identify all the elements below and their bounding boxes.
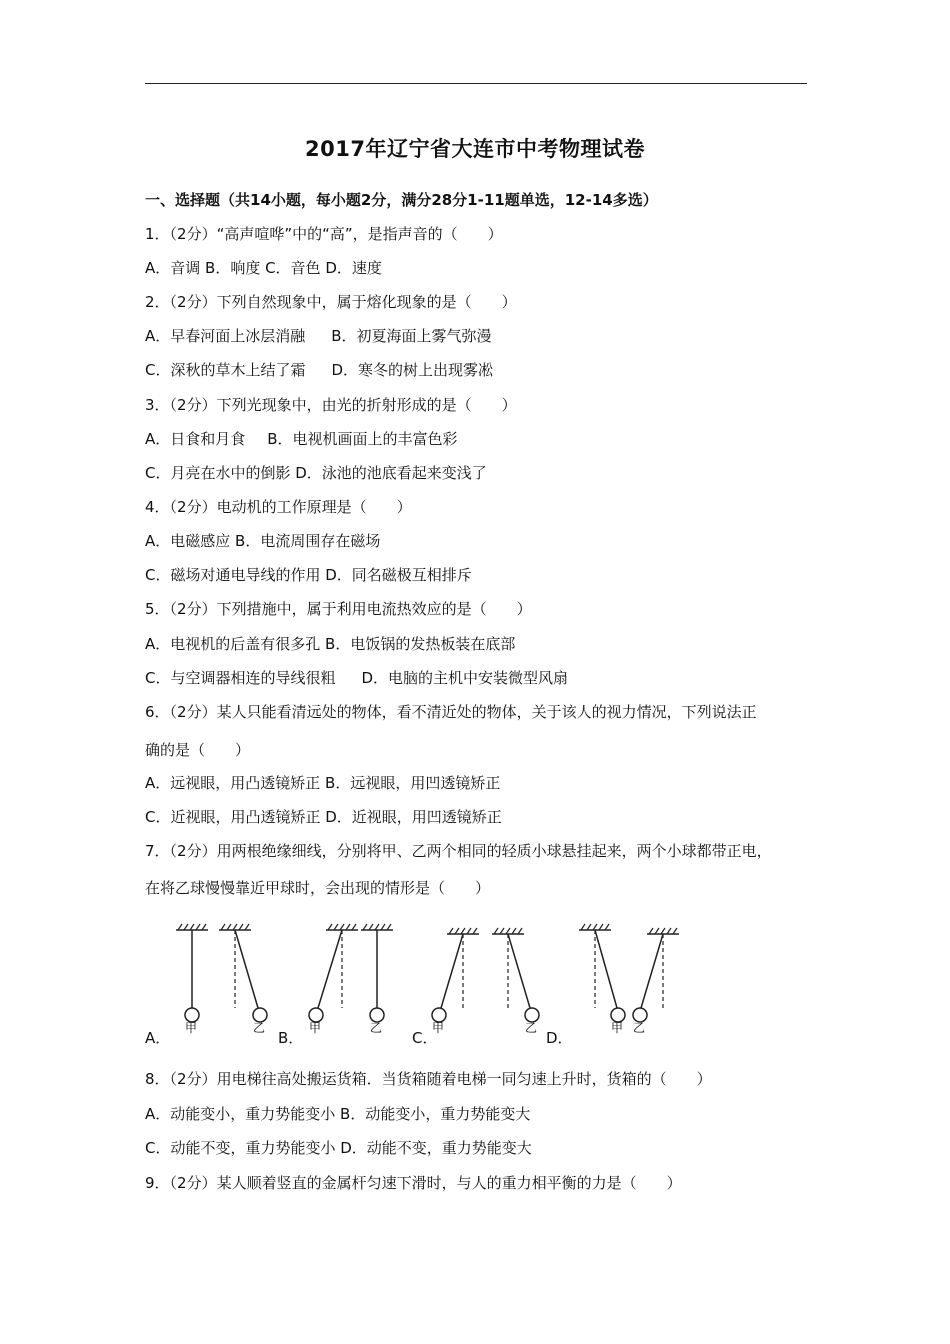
q2-options-ab	[145, 326, 492, 346]
figure-c	[432, 928, 539, 1022]
q2-option-c: C．深秋的草木上结了霜	[145, 361, 306, 379]
figure-label-a: A．	[145, 1029, 171, 1047]
q5-options-ab: A．电视机的后盖有很多孔 B．电饭锅的发热板装在底部	[145, 635, 516, 653]
header-rule	[145, 83, 807, 84]
figure-a	[176, 924, 267, 1022]
q8-stem: 8．（2分）用电梯往高处搬运货箱．当货箱随着电梯一同匀速上升时，货箱的（ ）	[145, 1070, 712, 1088]
q2-stem: 2．（2分）下列自然现象中，属于熔化现象的是（ ）	[145, 293, 517, 311]
q3-option-b: B．电视机画面上的丰富色彩	[267, 430, 458, 448]
figure-label-b: B．	[278, 1029, 304, 1047]
q3-options-ab	[145, 429, 458, 449]
q6-stem-line1: 6．（2分）某人只能看清远处的物体，看不清近处的物体，关于该人的视力情况，下列说法正	[145, 703, 757, 721]
q8-options-ab: A．动能变小，重力势能变小 B．动能变小，重力势能变大	[145, 1105, 531, 1123]
ball-jia-c: 甲	[432, 1021, 445, 1035]
q8-options-cd: C．动能不变，重力势能变小 D．动能不变，重力势能变大	[145, 1139, 532, 1157]
q5-option-d: D．电脑的主机中安装微型风扇	[361, 669, 569, 687]
figure-label-d: D．	[546, 1029, 573, 1047]
q6-options-cd: C．近视眼，用凸透镜矫正 D．近视眼，用凹透镜矫正	[145, 808, 502, 826]
ball-jia-a: 甲	[185, 1021, 198, 1035]
page-title: 2017年辽宁省大连市中考物理试卷	[305, 137, 645, 161]
q7-pendulum-figures	[145, 918, 765, 1050]
q1-options: A．音调 B．响度 C．音色 D．速度	[145, 259, 382, 277]
q6-stem-line2: 确的是（ ）	[145, 741, 251, 759]
q7-stem-line1: 7．（2分）用两根绝缘细线，分别将甲、乙两个相同的轻质小球悬挂起来，两个小球都带正电，	[145, 842, 772, 860]
figure-d	[579, 924, 679, 1022]
q1-stem: 1．（2分）“高声喧哗”中的“高”，是指声音的（ ）	[145, 225, 503, 243]
q5-option-c: C．与空调器相连的导线很粗	[145, 669, 336, 687]
section-heading: 一、选择题（共14小题，每小题2分，满分28分1-11题单选，12-14多选）	[145, 191, 658, 209]
q3-stem: 3．（2分）下列光现象中，由光的折射形成的是（ ）	[145, 396, 517, 414]
q4-options-ab: A．电磁感应 B．电流周围存在磁场	[145, 532, 381, 550]
q9-stem: 9．（2分）某人顺着竖直的金属杆匀速下滑时，与人的重力相平衡的力是（ ）	[145, 1174, 682, 1192]
q6-options-ab: A．远视眼，用凸透镜矫正 B．远视眼，用凹透镜矫正	[145, 774, 501, 792]
ball-yi-c: 乙	[525, 1021, 538, 1035]
figure-b	[309, 924, 393, 1022]
q3-options-cd: C．月亮在水中的倒影 D．泳池的池底看起来变浅了	[145, 464, 487, 482]
q4-options-cd: C．磁场对通电导线的作用 D．同名磁极互相排斥	[145, 566, 472, 584]
q2-option-a: A．早春河面上冰层消融	[145, 327, 306, 345]
ball-jia-d: 甲	[611, 1021, 624, 1035]
q4-stem: 4．（2分）电动机的工作原理是（ ）	[145, 498, 412, 516]
ball-jia-b: 甲	[309, 1021, 322, 1035]
ball-yi-d: 乙	[633, 1021, 646, 1035]
figure-label-c: C．	[412, 1029, 438, 1047]
q2-options-cd	[145, 360, 493, 380]
q2-option-d: D．寒冬的树上出现雾凇	[331, 361, 494, 379]
pendulum-diagram	[145, 918, 765, 1050]
q3-option-a: A．日食和月食	[145, 430, 246, 448]
q2-option-b: B．初夏海面上雾气弥漫	[331, 327, 492, 345]
q5-options-cd	[145, 668, 568, 688]
q7-stem-line2: 在将乙球慢慢靠近甲球时，会出现的情形是（ ）	[145, 879, 491, 897]
ball-yi-b: 乙	[370, 1021, 383, 1035]
q5-stem: 5．（2分）下列措施中，属于利用电流热效应的是（ ）	[145, 600, 532, 618]
ball-yi-a: 乙	[253, 1021, 266, 1035]
